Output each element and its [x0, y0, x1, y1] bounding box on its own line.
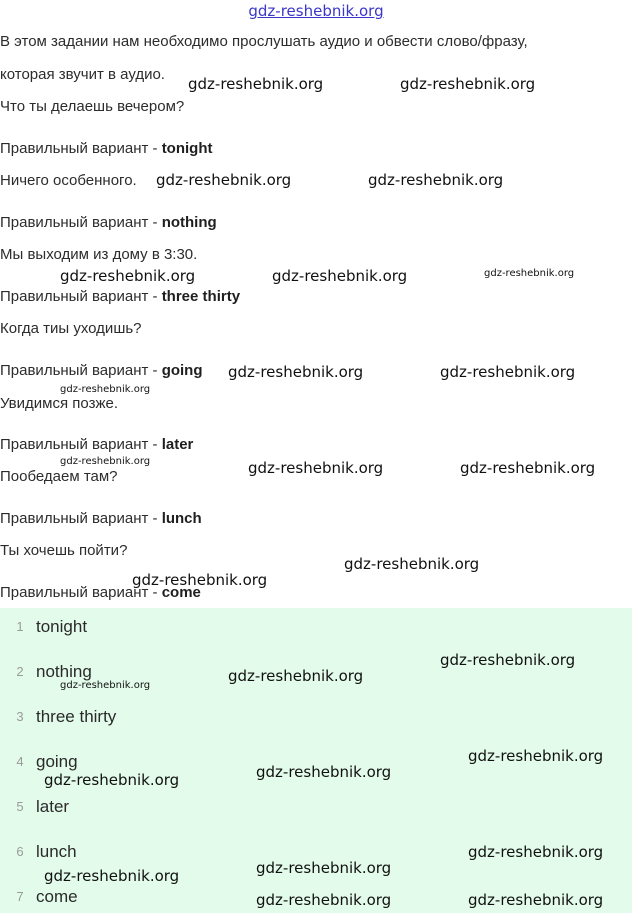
watermark: gdz-reshebnik.org — [228, 667, 364, 685]
answer-line-3 — [0, 288, 240, 305]
answer-prefix: Правильный вариант - — [0, 288, 162, 305]
list-item-number: 2 — [16, 664, 24, 679]
answer-word-5: later — [161, 436, 194, 453]
watermark: gdz-reshebnik.org — [44, 771, 180, 789]
list-item-number: 7 — [16, 889, 24, 904]
question-1: Что ты делаешь вечером? — [0, 98, 185, 115]
answer-word-2: nothing — [161, 214, 217, 231]
list-item-number: 1 — [16, 619, 24, 634]
watermark: gdz-reshebnik.org — [60, 267, 196, 285]
watermark: gdz-reshebnik.org — [440, 363, 576, 381]
answer-prefix: Правильный вариант - — [0, 214, 162, 231]
watermark: gdz-reshebnik.org — [344, 555, 480, 573]
answer-prefix: Правильный вариант - — [0, 436, 162, 453]
answer-prefix: Правильный вариант - — [0, 584, 162, 601]
list-item-text: nothing — [36, 662, 92, 681]
header-watermark: gdz-reshebnik.org — [248, 2, 384, 20]
list-item-text: come — [36, 887, 78, 906]
answer-line-4 — [0, 362, 203, 379]
watermark: gdz-reshebnik.org — [256, 859, 392, 877]
list-item-number: 5 — [16, 799, 24, 814]
watermark: gdz-reshebnik.org — [44, 867, 180, 885]
list-item-text: later — [36, 797, 70, 816]
answer-line-1 — [0, 140, 213, 157]
answer-word-7: come — [161, 584, 201, 601]
watermark: gdz-reshebnik.org — [468, 747, 604, 765]
answer-prefix: Правильный вариант - — [0, 140, 162, 157]
answer-word-3: three thirty — [161, 288, 241, 305]
watermark: gdz-reshebnik.org — [188, 75, 324, 93]
watermark: gdz-reshebnik.org — [60, 456, 151, 467]
watermark: gdz-reshebnik.org — [156, 171, 292, 189]
watermark: gdz-reshebnik.org — [368, 171, 504, 189]
answer-word-6: lunch — [161, 510, 202, 527]
list-item-text: tonight — [36, 617, 88, 636]
watermark: gdz-reshebnik.org — [272, 267, 408, 285]
watermark: gdz-reshebnik.org — [132, 571, 268, 589]
list-item-text: going — [36, 752, 78, 771]
watermark: gdz-reshebnik.org — [468, 891, 604, 909]
list-item-text: lunch — [36, 842, 77, 861]
question-3: Мы выходим из дому в 3:30. — [0, 246, 198, 263]
answer-word-4: going — [161, 362, 203, 379]
question-6: Пообедаем там? — [0, 468, 118, 485]
watermark: gdz-reshebnik.org — [400, 75, 536, 93]
list-item-number: 3 — [16, 709, 24, 724]
watermark: gdz-reshebnik.org — [248, 459, 384, 477]
answer-line-5 — [0, 436, 193, 453]
answer-line-2 — [0, 214, 217, 231]
watermark: gdz-reshebnik.org — [256, 891, 392, 909]
watermark: gdz-reshebnik.org — [484, 268, 575, 279]
list-item-number: 4 — [16, 754, 24, 769]
watermark: gdz-reshebnik.org — [228, 363, 364, 381]
answer-word-1: tonight — [161, 140, 213, 157]
answer-prefix: Правильный вариант - — [0, 510, 162, 527]
intro-line-1: В этом задании нам необходимо прослушать аудио и обвести слово/фразу, — [0, 33, 528, 50]
question-4: Когда тиы уходишь? — [0, 320, 142, 337]
question-2: Ничего особенного. — [0, 172, 137, 189]
list-item-number: 6 — [16, 844, 24, 859]
answer-prefix: Правильный вариант - — [0, 362, 162, 379]
watermark: gdz-reshebnik.org — [60, 384, 151, 395]
question-7: Ты хочешь пойти? — [0, 542, 128, 559]
watermark: gdz-reshebnik.org — [460, 459, 596, 477]
watermark: gdz-reshebnik.org — [60, 680, 151, 691]
intro-line-2: которая звучит в аудио. — [0, 66, 165, 83]
list-item-text: three thirty — [36, 707, 117, 726]
question-5: Увидимся позже. — [0, 395, 118, 412]
answer-line-6 — [0, 510, 202, 527]
watermark: gdz-reshebnik.org — [468, 843, 604, 861]
watermark: gdz-reshebnik.org — [440, 651, 576, 669]
watermark: gdz-reshebnik.org — [256, 763, 392, 781]
